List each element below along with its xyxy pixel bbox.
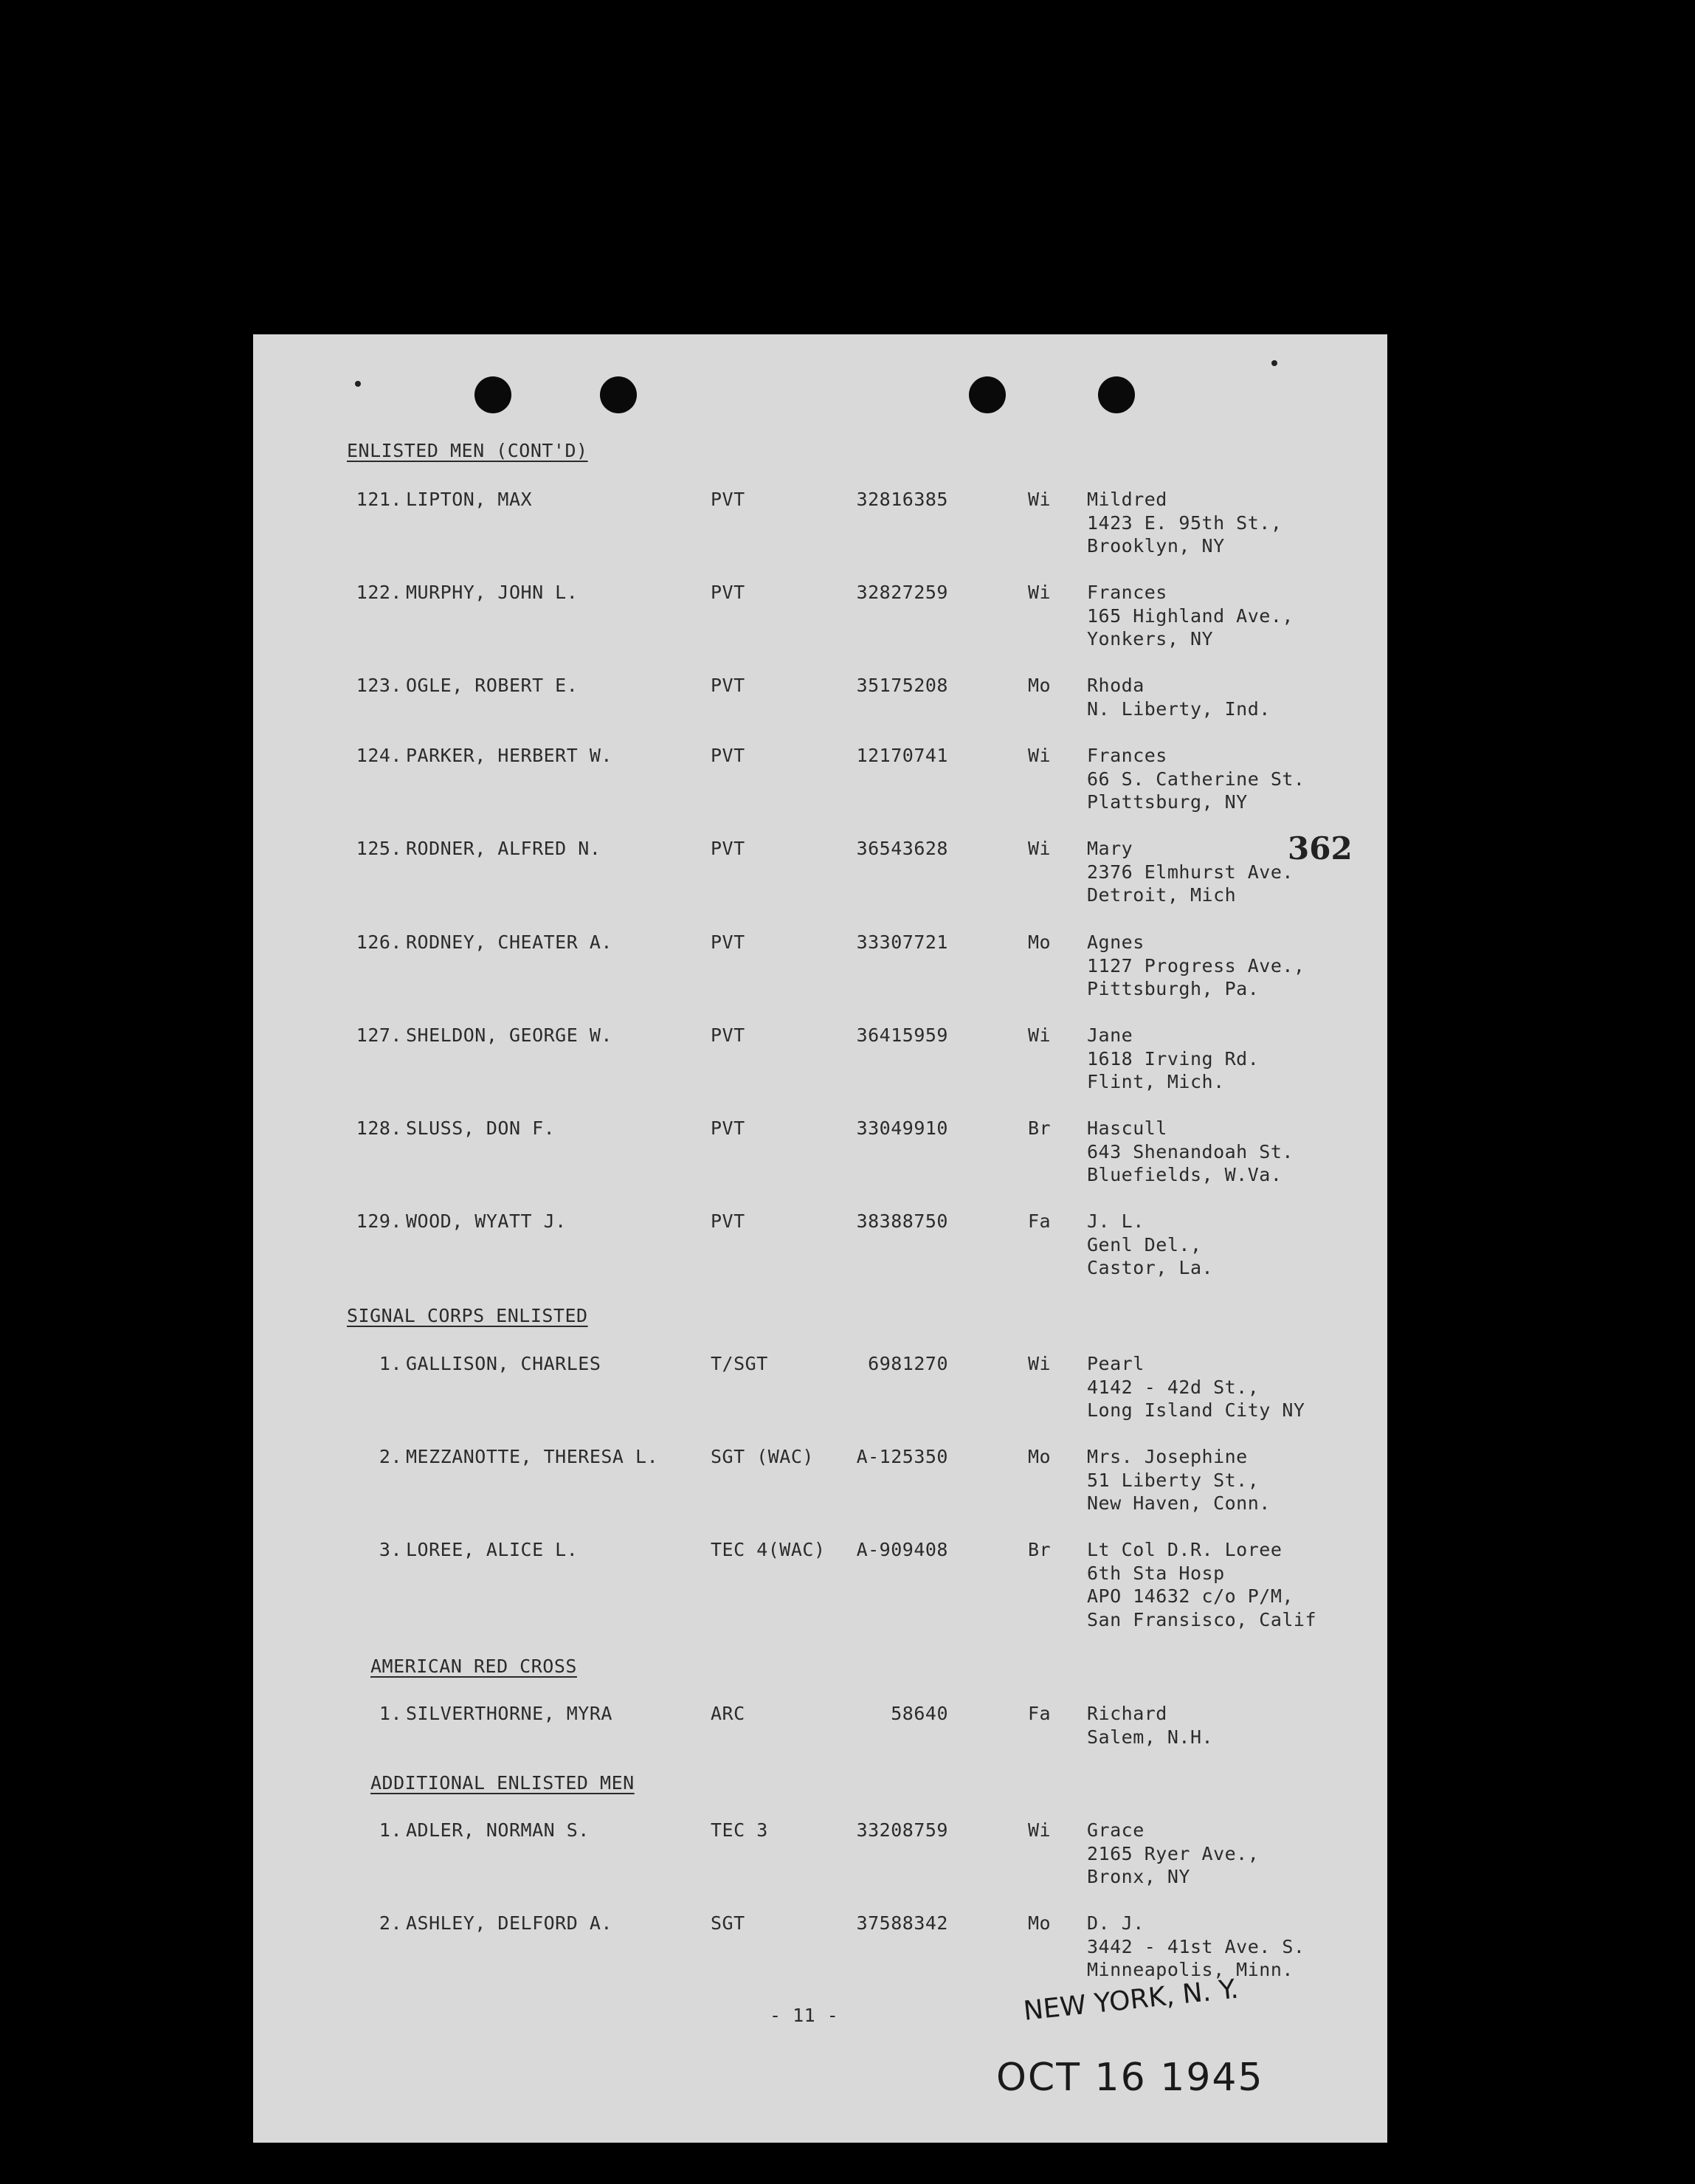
entry-name: PARKER, HERBERT W. xyxy=(406,745,612,766)
entry-contact-line: Detroit, Mich xyxy=(1087,884,1237,906)
entry-contact-line: Hascull xyxy=(1087,1117,1167,1139)
entry-number: 2. xyxy=(379,1912,402,1934)
section-heading: AMERICAN RED CROSS xyxy=(370,1656,577,1677)
punch-hole xyxy=(1098,376,1135,413)
entry-serial: 12170741 xyxy=(856,745,948,766)
entry-contact-line: 3442 - 41st Ave. S. xyxy=(1087,1935,1305,1957)
entry-number: 126. xyxy=(356,931,402,953)
entry-relationship: Wi xyxy=(1028,745,1052,766)
entry-relationship: Mo xyxy=(1028,675,1052,696)
entry-serial: 32816385 xyxy=(856,489,948,510)
entry-rank: T/SGT xyxy=(711,1353,768,1374)
entry-rank: PVT xyxy=(711,675,745,696)
entry-contact-line: 1127 Progress Ave., xyxy=(1087,954,1305,976)
punch-hole xyxy=(600,376,637,413)
entry-number: 1. xyxy=(379,1703,402,1724)
entry-contact-line: 66 S. Catherine St. xyxy=(1087,768,1305,790)
entry-name: RODNEY, CHEATER A. xyxy=(406,931,612,953)
entry-contact-line: 165 Highland Ave., xyxy=(1087,604,1294,627)
entry-contact-line: 2165 Ryer Ave., xyxy=(1087,1842,1260,1864)
entry-contact-line: Plattsburg, NY xyxy=(1087,791,1248,813)
entry-rank: PVT xyxy=(711,745,745,766)
entry-number: 2. xyxy=(379,1446,402,1467)
section-heading: ADDITIONAL ENLISTED MEN xyxy=(370,1772,635,1794)
entry-contact-line: Lt Col D.R. Loree xyxy=(1087,1539,1283,1560)
entry-relationship: Wi xyxy=(1028,489,1052,510)
entry-rank: PVT xyxy=(711,838,745,859)
entry-name: SHELDON, GEORGE W. xyxy=(406,1024,612,1046)
entry-contact-line: Genl Del., xyxy=(1087,1233,1202,1255)
entry-relationship: Mo xyxy=(1028,931,1052,953)
entry-rank: ARC xyxy=(711,1703,745,1724)
entry-relationship: Wi xyxy=(1028,1819,1052,1841)
entry-contact-line: J. L. xyxy=(1087,1210,1145,1232)
entry-relationship: Br xyxy=(1028,1117,1052,1139)
entry-serial: 36543628 xyxy=(856,838,948,859)
entry-relationship: Fa xyxy=(1028,1703,1052,1724)
entry-rank: PVT xyxy=(711,1117,745,1139)
entry-number: 124. xyxy=(356,745,402,766)
entry-name: SILVERTHORNE, MYRA xyxy=(406,1703,612,1724)
entry-relationship: Wi xyxy=(1028,838,1052,859)
entry-contact-line: Long Island City NY xyxy=(1087,1399,1305,1421)
entry-rank: TEC 4(WAC) xyxy=(711,1539,826,1560)
entry-rank: SGT xyxy=(711,1912,745,1934)
entry-contact-line: 1423 E. 95th St., xyxy=(1087,511,1283,534)
entry-name: MEZZANOTTE, THERESA L. xyxy=(406,1446,659,1467)
entry-contact-line: 2376 Elmhurst Ave. xyxy=(1087,861,1294,883)
entry-contact-line: Bronx, NY xyxy=(1087,1866,1190,1887)
entry-number: 127. xyxy=(356,1024,402,1046)
entry-name: RODNER, ALFRED N. xyxy=(406,838,601,859)
punch-hole xyxy=(969,376,1006,413)
entry-serial: 33307721 xyxy=(856,931,948,953)
entry-name: ASHLEY, DELFORD A. xyxy=(406,1912,612,1934)
entry-contact-line: Richard xyxy=(1087,1703,1167,1724)
entry-number: 122. xyxy=(356,582,402,603)
entry-serial: 33049910 xyxy=(856,1117,948,1139)
entry-rank: PVT xyxy=(711,489,745,510)
entry-contact-line: D. J. xyxy=(1087,1912,1145,1934)
entry-number: 128. xyxy=(356,1117,402,1139)
entry-serial: 33208759 xyxy=(856,1819,948,1841)
entry-contact-line: New Haven, Conn. xyxy=(1087,1492,1271,1514)
entry-rank: PVT xyxy=(711,1024,745,1046)
entry-name: LIPTON, MAX xyxy=(406,489,533,510)
entry-name: OGLE, ROBERT E. xyxy=(406,675,579,696)
entry-contact-line: 4142 - 42d St., xyxy=(1087,1376,1260,1398)
entry-contact-line: N. Liberty, Ind. xyxy=(1087,697,1271,720)
entry-contact-line: Salem, N.H. xyxy=(1087,1726,1214,1748)
entry-contact-line: Castor, La. xyxy=(1087,1257,1214,1278)
entry-contact-line: San Fransisco, Calif xyxy=(1087,1608,1317,1630)
entry-contact-line: 1618 Irving Rd. xyxy=(1087,1047,1260,1069)
entry-contact-line: Brooklyn, NY xyxy=(1087,535,1225,557)
entry-name: MURPHY, JOHN L. xyxy=(406,582,579,603)
entry-contact-line: Grace xyxy=(1087,1819,1145,1841)
entry-number: 1. xyxy=(379,1819,402,1841)
entry-name: WOOD, WYATT J. xyxy=(406,1210,567,1232)
entry-number: 3. xyxy=(379,1539,402,1560)
entry-relationship: Wi xyxy=(1028,1353,1052,1374)
entry-name: ADLER, NORMAN S. xyxy=(406,1819,590,1841)
entry-contact-line: Mrs. Josephine xyxy=(1087,1446,1248,1467)
entry-contact-line: Mary xyxy=(1087,838,1133,859)
entry-contact-line: Jane xyxy=(1087,1024,1133,1046)
entry-contact-line: Pearl xyxy=(1087,1353,1145,1374)
entry-relationship: Mo xyxy=(1028,1446,1052,1467)
entry-contact-line: Mildred xyxy=(1087,489,1167,510)
page-number: - 11 - xyxy=(770,2005,839,2026)
entry-number: 129. xyxy=(356,1210,402,1232)
stamp-date: OCT 16 1945 xyxy=(996,2056,1264,2100)
entry-contact-line: 643 Shenandoah St. xyxy=(1087,1140,1294,1162)
entry-contact-line: Agnes xyxy=(1087,931,1145,953)
section-heading: ENLISTED MEN (CONT'D) xyxy=(347,440,588,461)
entry-contact-line: Yonkers, NY xyxy=(1087,628,1214,650)
entry-rank: PVT xyxy=(711,582,745,603)
entry-contact-line: Minneapolis, Minn. xyxy=(1087,1959,1294,1980)
speck xyxy=(355,381,361,387)
entry-serial: A-909408 xyxy=(856,1539,948,1560)
section-heading: SIGNAL CORPS ENLISTED xyxy=(347,1305,588,1326)
punch-hole xyxy=(474,376,511,413)
entry-serial: 32827259 xyxy=(856,582,948,603)
entry-serial: 6981270 xyxy=(868,1353,948,1374)
entry-contact-line: Flint, Mich. xyxy=(1087,1071,1225,1092)
speck xyxy=(1271,360,1277,366)
entry-serial: 35175208 xyxy=(856,675,948,696)
entry-name: LOREE, ALICE L. xyxy=(406,1539,579,1560)
entry-relationship: Mo xyxy=(1028,1912,1052,1934)
entry-name: GALLISON, CHARLES xyxy=(406,1353,601,1374)
entry-serial: 38388750 xyxy=(856,1210,948,1232)
entry-contact-line: Bluefields, W.Va. xyxy=(1087,1164,1283,1185)
entry-contact-line: Rhoda xyxy=(1087,675,1145,696)
entry-rank: SGT (WAC) xyxy=(711,1446,814,1467)
entry-rank: PVT xyxy=(711,1210,745,1232)
entry-number: 125. xyxy=(356,838,402,859)
file-number: 362 xyxy=(1288,830,1353,867)
entry-relationship: Fa xyxy=(1028,1210,1052,1232)
entry-contact-line: 51 Liberty St., xyxy=(1087,1469,1260,1491)
entry-serial: A-125350 xyxy=(856,1446,948,1467)
entry-contact-line: Frances xyxy=(1087,582,1167,603)
entry-number: 123. xyxy=(356,675,402,696)
entry-rank: TEC 3 xyxy=(711,1819,768,1841)
entry-serial: 36415959 xyxy=(856,1024,948,1046)
entry-contact-line: Pittsburgh, Pa. xyxy=(1087,978,1260,999)
entry-relationship: Wi xyxy=(1028,582,1052,603)
entry-serial: 37588342 xyxy=(856,1912,948,1934)
entry-relationship: Br xyxy=(1028,1539,1052,1560)
entry-contact-line: Frances xyxy=(1087,745,1167,766)
entry-name: SLUSS, DON F. xyxy=(406,1117,556,1139)
entry-contact-line: APO 14632 c/o P/M, xyxy=(1087,1585,1294,1607)
stamp-city: NEW YORK, N. Y. xyxy=(1022,1974,1240,2027)
entry-serial: 58640 xyxy=(891,1703,948,1724)
entry-contact-line: 6th Sta Hosp xyxy=(1087,1562,1225,1584)
entry-number: 1. xyxy=(379,1353,402,1374)
entry-rank: PVT xyxy=(711,931,745,953)
entry-number: 121. xyxy=(356,489,402,510)
entry-relationship: Wi xyxy=(1028,1024,1052,1046)
